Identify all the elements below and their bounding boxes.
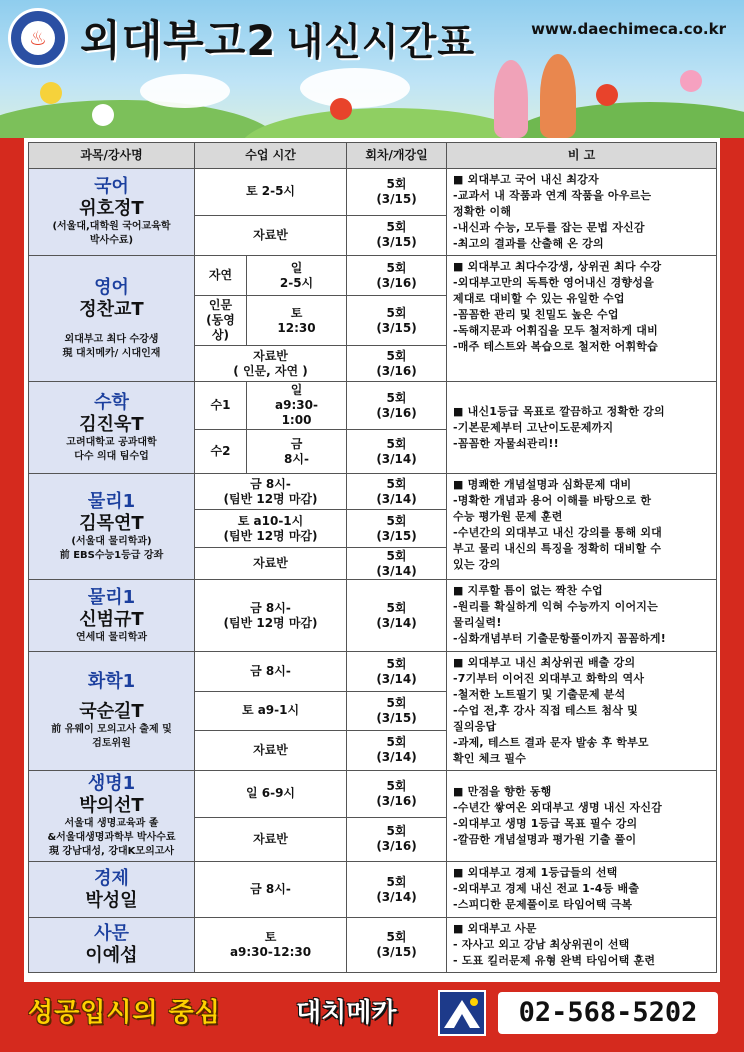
class-day: 금 8시- [250, 600, 291, 615]
class-day: 금 [290, 436, 303, 451]
class-note: (팀반 12명 마감) [223, 528, 318, 543]
teacher-credential: 現 대치메카/ 시대인재 [62, 347, 161, 359]
title-school: 외대부고2 [80, 16, 277, 65]
class-hours: a9:30-12:30 [229, 945, 312, 959]
session-count: 5회 [386, 874, 407, 889]
class-time: 자료반 [195, 215, 347, 255]
track-label-line: 상) [211, 328, 230, 342]
session-count: 5회 [386, 513, 407, 528]
note-line: -심화개념부터 기출문항풀이까지 꼼꼼하게! [453, 632, 666, 645]
note-line: -명확한 개념과 용어 이해를 바탕으로 한 [453, 494, 652, 507]
teacher-cell [29, 382, 195, 474]
teacher-credential: 박사수료) [89, 235, 134, 246]
note-line: ■ 외대부고 내신 최상위권 배출 강의 [453, 656, 636, 669]
note-line: -스피디한 문제풀이로 타임어택 극복 [453, 898, 633, 911]
track-label-line: (동영 [206, 313, 235, 327]
class-time [195, 346, 347, 382]
mountain-logo-icon [438, 990, 486, 1036]
note-line: 있는 강의 [453, 558, 501, 571]
hill-decoration [500, 102, 744, 138]
track-label-line: 인문 [208, 298, 233, 312]
teacher-credential: 연세대 물리학과 [75, 631, 148, 643]
subject-label: 물리1 [87, 586, 136, 608]
table-row [29, 771, 717, 818]
table-row [29, 862, 717, 918]
teacher-credential: 다수 의대 팀수업 [74, 450, 149, 462]
start-date: (3/14) [376, 671, 417, 686]
class-time: 금 8시- [195, 862, 347, 918]
notes-cell [447, 918, 717, 973]
class-day: 토 a10-1시 [237, 513, 304, 528]
class-time: 일 6-9시 [195, 771, 347, 818]
track-label: 수2 [195, 430, 247, 474]
session-count: 5회 [386, 695, 407, 710]
start-date: (3/14) [376, 750, 417, 765]
teacher-cell [29, 474, 195, 580]
brand-name: 대치메카 [296, 998, 397, 1028]
session-count: 5회 [386, 930, 407, 944]
notes-cell [447, 652, 717, 771]
subject-label: 사문 [94, 923, 129, 944]
note-line: ■ 내신1등급 목표로 깔끔하고 정확한 강의 [453, 404, 665, 418]
session-count: 5회 [386, 436, 407, 451]
teacher-cell [29, 580, 195, 652]
note-line: ■ 지루할 틈이 없는 짝찬 수업 [453, 584, 603, 597]
class-day: 자료반 [253, 348, 288, 363]
class-hours: a9:30- [275, 398, 318, 412]
cloud-decoration [140, 74, 230, 108]
note-line: -외대부고 경제 내신 전교 1-4등 배출 [453, 882, 640, 895]
teacher-cell [29, 918, 195, 973]
track-label: 수1 [195, 382, 247, 430]
teacher-credential: 現 강남대성, 강대K모의고사 [48, 846, 175, 857]
session-info [347, 430, 447, 474]
teacher-credential: 외대부고 최다 수강생 [64, 333, 159, 345]
subject-label: 국어 [94, 176, 129, 197]
footer-banner [0, 984, 744, 1052]
flower-icon [40, 82, 62, 104]
hill-decoration [0, 100, 280, 138]
class-hours: ( 인문, 자연 ) [233, 363, 308, 378]
note-line: 확인 체크 필수 [453, 752, 527, 765]
class-time [247, 256, 347, 296]
class-hours: 2-5시 [279, 275, 314, 290]
note-line: -매주 테스트와 복습으로 철저한 어휘학습 [453, 340, 658, 353]
start-date: (3/15) [376, 528, 417, 543]
table-header-row [29, 143, 717, 169]
start-date: (3/15) [376, 235, 417, 250]
class-time: 토 a9-1시 [195, 692, 347, 730]
page-title [80, 8, 475, 68]
start-date: (3/16) [376, 405, 417, 420]
school-logo [8, 8, 68, 68]
phone-number[interactable]: 02-568-5202 [498, 992, 718, 1034]
note-line: ■ 외대부고 경제 1등급들의 선택 [453, 866, 618, 879]
note-line: ■ 명쾌한 개념설명과 심화문제 대비 [453, 478, 632, 491]
person-illustration [540, 54, 576, 138]
session-count: 5회 [386, 220, 407, 235]
session-count: 5회 [386, 390, 407, 405]
start-date: (3/14) [376, 451, 417, 466]
session-info [347, 169, 447, 216]
start-date: (3/15) [376, 320, 417, 335]
class-time [195, 474, 347, 510]
note-line: -수년간의 외대부고 내신 강의를 통해 외대 [453, 526, 662, 539]
track-label: 자연 [195, 256, 247, 296]
flower-icon [680, 70, 702, 92]
class-day: 토 [264, 930, 277, 944]
note-line: 정확한 이해 [453, 205, 512, 218]
class-time: 자료반 [195, 730, 347, 770]
note-line: 부고 물리 내신의 특징을 정확히 대비할 수 [453, 542, 662, 555]
teacher-credential: (서울대,대학원 국어교육학 [52, 221, 171, 232]
session-info [347, 817, 447, 862]
note-line: -독해지문과 어휘집을 모두 철저하게 대비 [453, 324, 658, 337]
class-time [195, 510, 347, 548]
col-header-time: 수업 시간 [195, 143, 347, 169]
note-line: -외대부고만의 독특한 영어내신 경향성을 [453, 276, 654, 289]
class-time: 자료반 [195, 817, 347, 862]
teacher-cell [29, 169, 195, 256]
session-count: 5회 [386, 260, 407, 275]
notes-cell [447, 862, 717, 918]
teacher-credential: 前 유웨이 모의고사 출제 및 [51, 724, 172, 735]
class-day: 일 [290, 383, 303, 397]
session-info [347, 346, 447, 382]
note-line: -수업 전,후 강사 직접 테스트 첨삭 및 [453, 704, 638, 717]
class-time [195, 918, 347, 973]
note-line: ■ 외대부고 국어 내신 최강자 [453, 173, 599, 186]
session-info [347, 692, 447, 730]
notes-cell [447, 382, 717, 474]
session-info [347, 382, 447, 430]
start-date: (3/14) [376, 491, 417, 506]
start-date: (3/14) [376, 615, 417, 630]
website-url[interactable]: www.daechimeca.co.kr [531, 20, 726, 38]
note-line: -최고의 결과를 산출해 온 강의 [453, 237, 604, 250]
start-date: (3/15) [376, 945, 417, 959]
session-info [347, 474, 447, 510]
session-count: 5회 [386, 824, 407, 839]
start-date: (3/15) [376, 710, 417, 725]
notes-cell [447, 580, 717, 652]
slogan: 성공입시의 중심 [28, 998, 221, 1028]
class-day: 토 [290, 305, 303, 320]
start-date: (3/14) [376, 563, 417, 578]
teacher-cell [29, 652, 195, 771]
notes-cell [447, 169, 717, 256]
table-row [29, 652, 717, 692]
start-date: (3/16) [376, 839, 417, 854]
start-date: (3/16) [376, 275, 417, 290]
note-line: ■ 외대부고 최다수강생, 상위권 최다 수강 [453, 260, 662, 273]
teacher-credential: 고려대학교 공과대학 [66, 436, 157, 448]
class-hours: 8시- [284, 451, 309, 466]
col-header-teacher: 과목/강사명 [29, 143, 195, 169]
session-count: 5회 [386, 656, 407, 671]
person-illustration [494, 60, 528, 138]
notes-cell [447, 771, 717, 862]
teacher-cell [29, 256, 195, 382]
session-info [347, 652, 447, 692]
session-info [347, 256, 447, 296]
session-count: 5회 [386, 348, 407, 363]
teacher-name: 이예섭 [85, 945, 138, 966]
teacher-cell [29, 771, 195, 862]
subject-label: 생명1 [87, 773, 136, 794]
session-count: 5회 [386, 305, 407, 320]
session-count: 5회 [386, 600, 407, 615]
teacher-credential: (서울대 물리학과) [71, 535, 152, 547]
class-time [247, 296, 347, 346]
cloud-decoration [300, 68, 410, 108]
teacher-cell [29, 862, 195, 918]
flower-icon [330, 98, 352, 120]
session-info [347, 580, 447, 652]
subject-label: 화학1 [87, 671, 136, 692]
teacher-credential: 검토위원 [92, 738, 131, 749]
session-info [347, 548, 447, 580]
note-line: -깔끔한 개념설명과 평가원 기출 풀이 [453, 833, 637, 846]
class-day: 일 [290, 260, 303, 275]
class-time: 금 8시- [195, 652, 347, 692]
table-row [29, 580, 717, 652]
notes-cell [447, 256, 717, 382]
teacher-credential: 서울대 생명교육과 졸 [64, 818, 159, 829]
session-count: 5회 [386, 548, 407, 563]
note-line: - 도표 킬러문제 유형 완벽 타임어택 훈련 [453, 954, 656, 967]
note-line: -꼼꼼한 자물쇠관리!! [453, 436, 559, 450]
note-line: -기본문제부터 고난이도문제까지 [453, 420, 614, 434]
note-line: -철저한 노트필기 및 기출문제 분석 [453, 688, 626, 701]
note-line: ■ 만점을 향한 동행 [453, 785, 552, 798]
session-info [347, 862, 447, 918]
class-day: 금 8시- [250, 476, 291, 491]
teacher-name: 국순길T [79, 701, 144, 722]
note-line: -원리를 확실하게 익혀 수능까지 이어지는 [453, 600, 658, 613]
note-line: -과제, 테스트 결과 문자 발송 후 학부모 [453, 736, 649, 749]
teacher-name: 박성일 [85, 889, 138, 911]
class-time [247, 430, 347, 474]
note-line: 수능 평가원 문제 훈련 [453, 510, 563, 523]
class-time [247, 382, 347, 430]
teacher-name: 김진욱T [79, 413, 144, 435]
session-count: 5회 [386, 476, 407, 491]
note-line: 물리실력! [453, 616, 502, 629]
subject-label: 수학 [94, 391, 129, 413]
class-time [195, 580, 347, 652]
session-info [347, 510, 447, 548]
start-date: (3/16) [376, 363, 417, 378]
teacher-name: 신범규T [79, 608, 144, 630]
col-header-sessions: 회차/개강일 [347, 143, 447, 169]
subject-label: 경제 [94, 867, 129, 889]
table-row [29, 474, 717, 510]
session-info [347, 296, 447, 346]
note-line: 제대로 대비할 수 있는 유일한 수업 [453, 292, 625, 305]
class-time: 자료반 [195, 548, 347, 580]
note-line: -7기부터 이어진 외대부고 화학의 역사 [453, 672, 645, 685]
teacher-name: 김목연T [79, 512, 144, 534]
session-count: 5회 [386, 176, 407, 191]
class-hours: 1:00 [281, 413, 312, 427]
note-line: -교과서 내 작품과 연계 작품을 아우르는 [453, 189, 652, 202]
teacher-name: 정찬교T [79, 298, 144, 320]
teacher-name: 위호정T [79, 198, 144, 219]
note-line: -내신과 수능, 모두를 잡는 문법 자신감 [453, 221, 645, 234]
schedule-table [28, 142, 717, 973]
session-info [347, 918, 447, 973]
note-line: - 자사고 외고 강남 최상위권이 선택 [453, 938, 630, 951]
class-note: (팀반 12명 마감) [223, 615, 318, 630]
class-note: (팀반 12명 마감) [223, 491, 318, 506]
flower-icon [92, 104, 114, 126]
session-info [347, 771, 447, 818]
col-header-notes: 비 고 [447, 143, 717, 169]
subject-label: 물리1 [87, 490, 136, 512]
flame-icon: ♨ [21, 21, 55, 55]
teacher-name: 박의선T [79, 795, 144, 816]
class-time: 토 2-5시 [195, 169, 347, 216]
note-line: 질의응답 [453, 720, 497, 733]
start-date: (3/14) [376, 889, 417, 904]
schedule-panel [24, 138, 720, 982]
table-row [29, 256, 717, 296]
title-schedule: 내신시간표 [286, 20, 476, 64]
note-line: -외대부고 생명 1등급 목표 필수 강의 [453, 817, 638, 830]
table-row [29, 918, 717, 973]
note-line: -수년간 쌓여온 외대부고 생명 내신 자신감 [453, 801, 662, 814]
class-hours: 12:30 [277, 320, 316, 335]
flower-icon [596, 84, 618, 106]
session-count: 5회 [386, 735, 407, 750]
session-count: 5회 [386, 778, 407, 793]
note-line: -꼼꼼한 관리 및 친밀도 높은 수업 [453, 308, 619, 321]
table-row [29, 382, 717, 430]
track-label [195, 296, 247, 346]
note-line: ■ 외대부고 사문 [453, 922, 537, 935]
session-info [347, 215, 447, 255]
teacher-credential: &서울대생명과학부 박사수료 [47, 832, 176, 843]
session-info [347, 730, 447, 770]
start-date: (3/16) [376, 793, 417, 808]
subject-label: 영어 [94, 276, 129, 298]
start-date: (3/15) [376, 191, 417, 206]
teacher-credential: 前 EBS수능1등급 강좌 [59, 549, 164, 561]
header-banner [0, 0, 744, 138]
table-row [29, 169, 717, 216]
notes-cell [447, 474, 717, 580]
